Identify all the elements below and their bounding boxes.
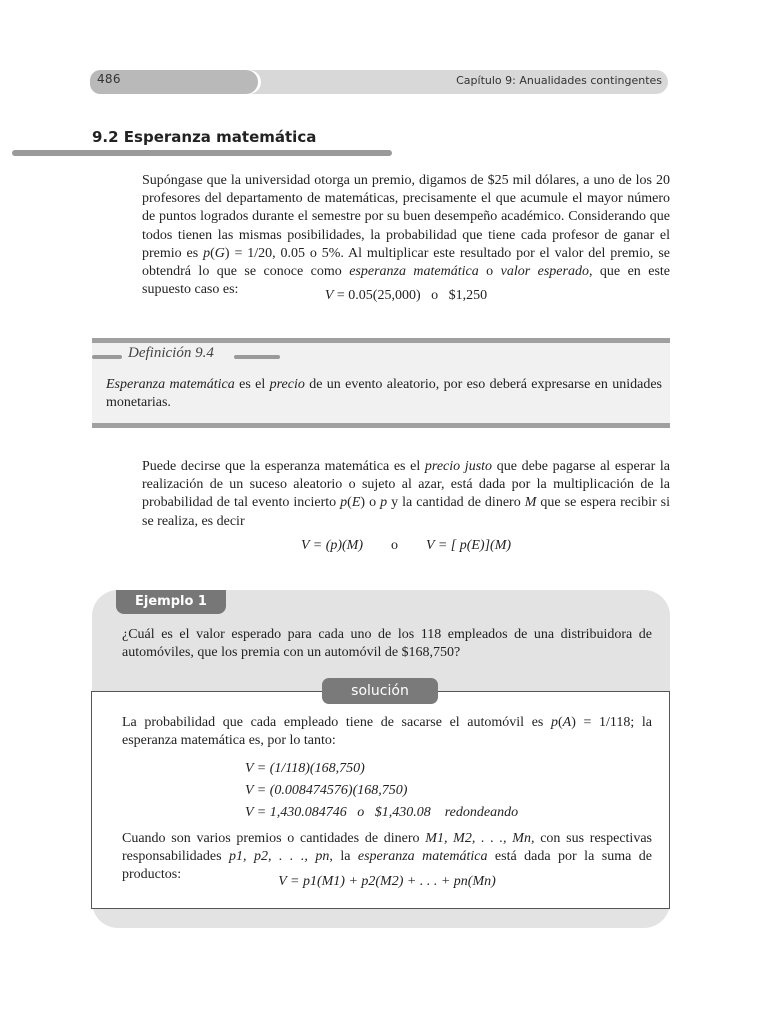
example-label: Ejemplo 1: [116, 590, 226, 614]
multiple-prizes-paragraph: Cuando son varios premios o cantidades de dinero M1, M2, . . ., Mn, con sus respectivas responsabilidades p1, p2, . . ., pn, la esperanza matemática está dada por la suma de productos:: [122, 831, 652, 883]
definition-rule-left: [92, 355, 122, 359]
solution-step-1: V = (1/118)(168,750): [245, 761, 365, 776]
definition-rule-right: [234, 355, 280, 359]
equation-right: V = [ p(E)](M): [426, 538, 512, 553]
solution-paragraph: La probabilidad que cada empleado tiene de sacarse el automóvil es p(A) = 1/118; la esperanza matemática es, por lo tanto:: [122, 715, 652, 749]
equation-separator: o: [391, 538, 399, 553]
solution-step-3: V = 1,430.084746 o $1,430.08 redondeando: [245, 805, 519, 820]
definition-header: [92, 345, 392, 365]
definition-title: Definición 9.4: [128, 345, 214, 361]
equation-expected-value: V = 0.05(25,000) o $1,250: [324, 288, 488, 303]
intro-paragraph: Supóngase que la universidad otorga un premio, digamos de $25 mil dólares, a uno de los 20 profesores del departamento de matemáticas, precisamente el que acumule el mayor número de puntos logrados durante el semestre por su buen desempeño académico. Considerando que todos tienen las mismas posibilidades, la probabilidad que tiene cada profesor de ganar el premio es p(G) = 1/20, 0.05 o 5%. Al multiplicar este resultado por el valor del premio, se obtendrá lo que se conoce como esperanza matemática o valor esperado, que en este supuesto caso es:: [142, 173, 671, 298]
equation-definition: [142, 538, 670, 554]
solution-step-2: V = (0.008474576)(168,750): [245, 783, 408, 798]
fair-price-paragraph: Puede decirse que la esperanza matemática es el precio justo que debe pagarse al esperar la realización de un suceso aleatorio o sujeto al azar, está dada por la multiplicación de la probabilidad de tal evento incierto p(E) o p y la cantidad de dinero M que se espera recibir si se realiza, es decir: [142, 459, 671, 529]
section-rule: [12, 150, 392, 156]
running-head: Capítulo 9: Anualidades contingentes: [456, 74, 662, 87]
sum-of-products-equation: V = p1(M1) + p2(M2) + . . . + pn(Mn): [278, 874, 496, 889]
solution-steps: [245, 758, 518, 824]
page-number: 486: [97, 72, 121, 86]
example-question: ¿Cuál es el valor esperado para cada uno de los 118 empleados de una distribuidora de automóviles, que los premia con un automóvil de $168,750?: [122, 627, 652, 661]
equation-left: V = (p)(M): [300, 538, 364, 553]
solution-label: solución: [322, 678, 438, 704]
section-title: 9.2 Esperanza matemática: [92, 128, 317, 146]
definition-text: Esperanza matemática es el precio de un evento aleatorio, por eso deberá expresarse en unidades monetarias.: [106, 377, 663, 411]
